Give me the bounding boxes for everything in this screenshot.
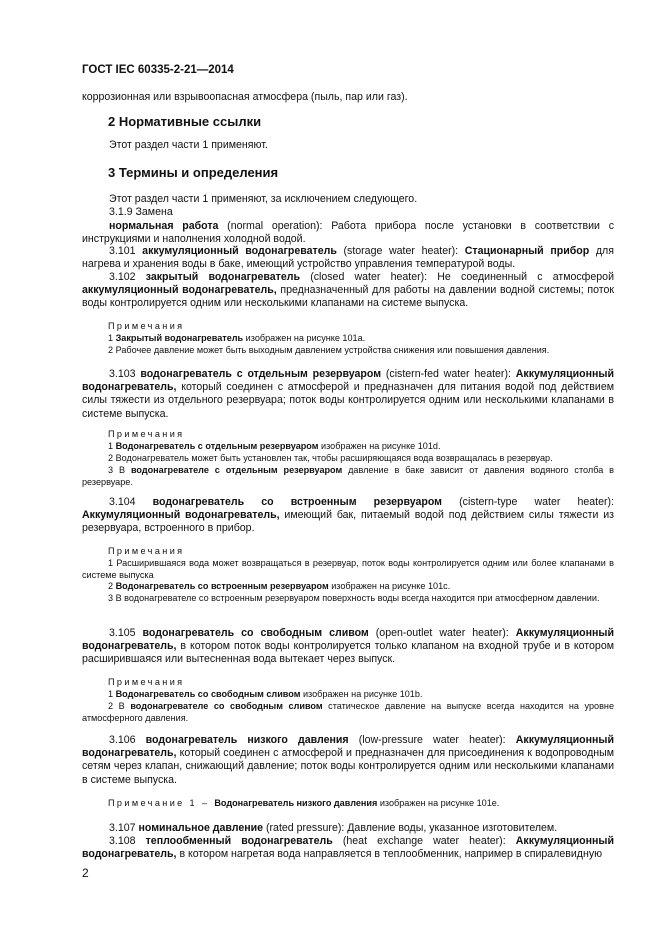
term-def-bold: Аккумуляционный водонагреватель, (82, 509, 280, 522)
term-number: 3.107 (109, 822, 139, 834)
note-104-2 (108, 581, 614, 593)
term-english: (heat exchange water heater): (332, 835, 516, 847)
note-104-1: 1 Расширившаяся вода может возвращаться в резервуар, поток воды контролируется одним или более клапанами в системе выпуска (82, 558, 614, 580)
term-bold: закрытый водонагреватель (145, 271, 301, 283)
term-number: 3.101 (109, 245, 143, 257)
term-bold: водонагреватель со встроенным резервуаром (152, 496, 443, 508)
term-english: (cistern-fed water heater): (381, 368, 516, 380)
notes-label: Примечания (108, 429, 185, 439)
term-3-103 (82, 368, 614, 421)
term-text: (normal operation): Работа прибора после установки в соответствии с инструкциями и наполнения холодной водой. (82, 220, 615, 246)
term-text: в котором нагретая вода направляется в теплообменник, например в спиралевидную (176, 848, 603, 861)
note-105-1 (108, 689, 614, 701)
note-104-3: 3 В водонагревателе со встроенным резервуаром поверхность воды всегда находится при атмосферном давлении. (108, 593, 600, 603)
note-text: изображен на рисунке 101b. (300, 689, 423, 699)
term-def-bold: аккумуляционный водонагреватель, (82, 284, 277, 297)
note-number: 1 (108, 333, 116, 343)
note-term: Водонагреватель со встроенным резервуаром (115, 581, 329, 591)
note-text: изображен на рисунке 101c. (328, 581, 451, 591)
note-text: изображен на рисунке 101a. (243, 333, 366, 343)
term-text: в котором поток воды контролируется только клапаном на входной трубе и в котором расширившаяся или вытесненная вода вытекает через выпуск. (82, 640, 614, 666)
term-bold: водонагреватель со свободным сливом (142, 627, 369, 639)
note-text: изображен на рисунке 101e. (377, 798, 500, 808)
term-3-105 (82, 627, 614, 667)
section-3-replace: 3.1.9 Замена (109, 206, 173, 218)
note-102-2: 2 Рабочее давление может быть выходным давлением устройства снижения или повышения давления. (108, 345, 550, 355)
term-english: (cistern-type water heater): (442, 496, 614, 508)
note-term: водонагревателе со свободным сливом (130, 701, 323, 711)
term-number: 3.104 (109, 496, 153, 508)
section-2-text: Этот раздел части 1 применяют. (109, 139, 268, 151)
document-header: ГОСТ IEC 60335-2-21—2014 (82, 64, 234, 76)
term-3-107 (82, 822, 614, 835)
term-3-108 (82, 835, 614, 861)
note-103-1 (108, 441, 614, 453)
term-number: 3.106 (109, 734, 146, 746)
term-number: 3.102 (109, 271, 146, 283)
note-term: Водонагреватель низкого давления (214, 798, 378, 808)
term-text: предназначенный для работы на давлении водной системы; поток воды контролируется одним или несколькими клапанами на системе выпуска. (82, 284, 614, 310)
term-english: (open-outlet water heater): (368, 627, 516, 639)
term-def-bold: Аккумуляционный водонагреватель, (82, 835, 614, 861)
note-number: 3 В (108, 465, 131, 475)
section-3-intro: Этот раздел части 1 применяют, за исключением следующего. (109, 193, 418, 205)
term-english: (low-pressure water heater): (348, 734, 516, 746)
page-number: 2 (82, 866, 89, 880)
term-text: который соединен с атмосферой и предназначен для питания водой под действием силы тяжести из отдельного резервуара; поток воды контролируется одним или несколькими клапанами в системе выпуска. (82, 381, 614, 420)
term-text: (rated pressure): Давление воды, указанное изготовителем. (263, 822, 558, 834)
note-label: Примечание 1 – (108, 798, 215, 808)
notes-label: Примечания (108, 321, 185, 331)
term-3-102 (82, 271, 614, 311)
term-number: 3.105 (109, 627, 143, 639)
term-3-106 (82, 734, 614, 787)
note-term: Закрытый водонагреватель (115, 333, 244, 343)
intro-line: коррозионная или взрывоопасная атмосфера (пыль, пар или газ). (82, 91, 408, 103)
note-number: 1 (108, 689, 116, 699)
term-number: 3.108 (109, 835, 146, 847)
section-2-heading: 2 Нормативные ссылки (108, 114, 262, 129)
term-bold: аккумуляционный водонагреватель (142, 245, 337, 257)
term-english: (closed water heater): Не соединенный с атмосферой (300, 271, 614, 283)
note-text: статическое давление на выпуске всегда находится на уровне атмосферного давления. (82, 701, 614, 723)
notes-label: Примечания (108, 677, 185, 687)
term-text: имеющий бак, питаемый водой под действием силы тяжести из резервуара, встроенного в прибор. (82, 509, 614, 535)
note-term: Водонагреватель с отдельным резервуаром (115, 441, 319, 451)
term-normal-operation (82, 220, 614, 246)
note-103-3 (82, 465, 614, 488)
term-def-bold: Стационарный прибор (464, 245, 590, 257)
term-bold: номинальное давление (138, 822, 264, 834)
note-105-2 (82, 701, 614, 724)
note-text: давление в баке зависит от давления водяного столба в резервуаре. (82, 465, 614, 487)
term-def-bold: Аккумуляционный водонагреватель, (82, 627, 614, 653)
term-number: 3.103 (109, 368, 141, 380)
term-3-101 (82, 245, 614, 271)
notes-label: Примечания (108, 546, 185, 556)
note-number: 2 В (108, 701, 131, 711)
note-number: 2 (108, 581, 116, 591)
note-number: 1 (108, 441, 116, 451)
note-103-2: 2 Водонагреватель может быть установлен так, чтобы расширяющаяся вода возвращалась в резервуар. (108, 453, 553, 463)
note-106-1 (108, 798, 614, 810)
term-def-bold: Аккумуляционный водонагреватель, (82, 368, 614, 394)
term-bold: теплообменный водонагреватель (145, 835, 333, 847)
term-english: (storage water heater): (336, 245, 465, 257)
note-term: Водонагреватель со свободным сливом (115, 689, 301, 699)
section-3-heading: 3 Термины и определения (108, 165, 279, 180)
note-term: водонагревателе с отдельным резервуаром (130, 465, 343, 475)
note-102-1 (108, 333, 614, 345)
term-bold: водонагреватель с отдельным резервуаром (140, 368, 382, 380)
term-3-104 (82, 496, 614, 536)
term-bold: водонагреватель низкого давления (145, 734, 349, 746)
term-bold: нормальная работа (109, 220, 219, 232)
term-text: для нагрева и хранения воды в баке, имеющий устройство управления температурой воды. (82, 245, 614, 271)
note-text: изображен на рисунке 101d. (318, 441, 441, 451)
term-text: который соединен с атмосферой и предназначен для присоединения к водопроводным сетям через клапан, снижающий давление; поток воды контролируется одним или несколькими клапанами в системе выпуска. (82, 747, 614, 786)
term-def-bold: Аккумуляционный водонагреватель, (82, 734, 614, 760)
